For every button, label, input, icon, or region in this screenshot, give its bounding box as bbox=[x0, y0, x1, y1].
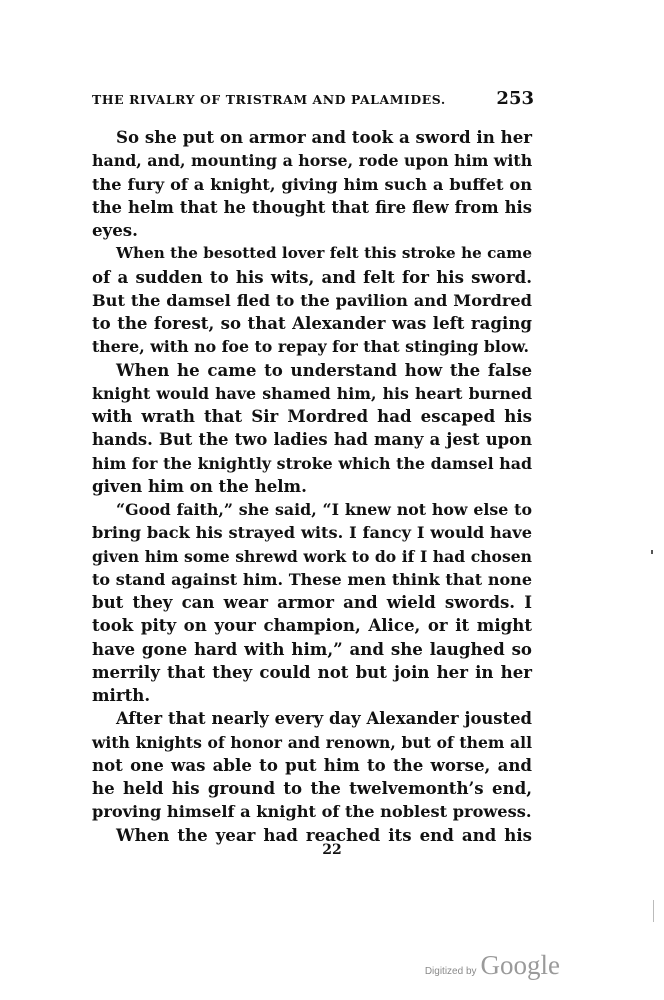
page-number: 253 bbox=[496, 88, 534, 109]
signature-mark: 22 bbox=[322, 842, 342, 858]
text-line: “Good faith,” she said, “I knew not how else to bbox=[116, 500, 532, 519]
text-line: him for the knightly stroke which the damsel had bbox=[92, 453, 532, 473]
text-line: but they can wear armor and wield swords. I bbox=[92, 592, 532, 612]
body-text bbox=[92, 126, 532, 847]
text-line: eyes. bbox=[92, 220, 138, 240]
text-line: not one was able to put him to the worse, and bbox=[92, 754, 532, 775]
text-line: the fury of a knight, giving him such a buffet on bbox=[92, 174, 532, 194]
text-line: So she put on armor and took a sword in her bbox=[116, 127, 532, 147]
text-line: mirth. bbox=[92, 685, 151, 705]
text-line: to the forest, so that Alexander was left raging bbox=[92, 313, 532, 333]
text-line: hand, and, mounting a horse, rode upon him with bbox=[92, 151, 533, 171]
text-line: of a sudden to his wits, and felt for his sword. bbox=[92, 266, 532, 287]
running-title: THE RIVALRY OF TRISTRAM AND PALAMIDES. bbox=[92, 92, 446, 107]
text-line: knight would have shamed him, his heart burned bbox=[92, 383, 532, 403]
digitized-watermark bbox=[425, 950, 560, 981]
text-line: But the damsel fled to the pavilion and Mordred bbox=[92, 290, 532, 310]
scan-speck bbox=[651, 550, 653, 554]
text-line: there, with no foe to repay for that stinging blow. bbox=[92, 337, 529, 357]
text-line: he held his ground to the twelvemonth’s end, bbox=[92, 778, 532, 798]
text-line: When the besotted lover felt this stroke he came bbox=[116, 244, 532, 263]
text-line: After that nearly every day Alexander jousted bbox=[116, 709, 532, 729]
text-line: took pity on your champion, Alice, or it might bbox=[92, 615, 532, 636]
google-logo: Google bbox=[480, 950, 560, 980]
scan-speck bbox=[653, 900, 654, 922]
text-line: hands. But the two ladies had many a jest upon bbox=[92, 430, 532, 450]
text-line: proving himself a knight of the noblest prowess. bbox=[92, 802, 532, 822]
text-line: merrily that they could not but join her in her bbox=[92, 661, 532, 682]
text-line: When the year had reached its end and his bbox=[116, 824, 532, 845]
text-line: with knights of honor and renown, but of them all bbox=[92, 732, 532, 752]
text-line: bring back his strayed wits. I fancy I would have bbox=[92, 523, 532, 543]
watermark-prefix: Digitized by bbox=[424, 966, 477, 977]
text-line: given him on the helm. bbox=[92, 475, 307, 496]
text-line: given him some shrewd work to do if I had chosen bbox=[92, 546, 532, 566]
text-line: with wrath that Sir Mordred had escaped his bbox=[92, 406, 532, 426]
text-line: When he came to understand how the false bbox=[116, 359, 532, 380]
running-head bbox=[92, 88, 534, 109]
text-line: the helm that he thought that fire flew from his bbox=[92, 197, 532, 217]
text-line: have gone hard with him,” and she laughed so bbox=[92, 638, 532, 659]
text-line: to stand against him. These men think that none bbox=[92, 569, 532, 589]
